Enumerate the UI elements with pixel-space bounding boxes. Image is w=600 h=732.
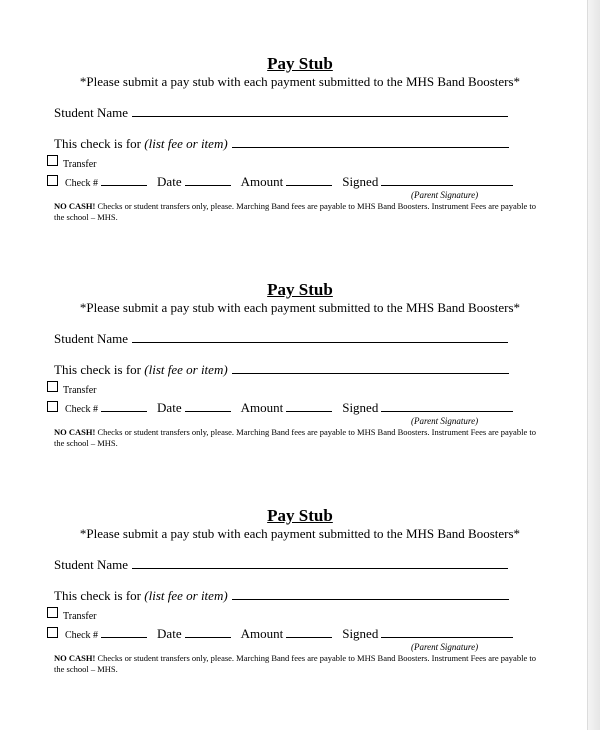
date-field[interactable] — [185, 173, 231, 186]
amount-field[interactable] — [286, 399, 332, 412]
stub-title: Pay Stub — [267, 54, 333, 73]
date-label: Date — [157, 626, 182, 641]
check-purpose-field[interactable] — [232, 587, 509, 600]
student-name-row — [54, 330, 508, 347]
signed-label: Signed — [342, 400, 379, 415]
no-cash-label: NO CASH! — [54, 201, 96, 211]
check-purpose-hint: (list fee or item) — [144, 362, 228, 377]
stub-note: *Please submit a pay stub with each payment submitted to the MHS Band Boosters* — [79, 300, 521, 315]
signature-field[interactable] — [381, 625, 513, 638]
stub-note: *Please submit a pay stub with each payment submitted to the MHS Band Boosters* — [79, 526, 521, 541]
fine-print-text: Checks or student transfers only, please. Marching Band fees are payable to MHS Band Boosters. Instrument Fees are payable to the school – MHS. — [54, 653, 536, 674]
check-number-label: Check # — [65, 630, 99, 641]
fine-print — [54, 653, 544, 675]
check-purpose-row — [54, 135, 509, 152]
fine-print-text: Checks or student transfers only, please. Marching Band fees are payable to MHS Band Boosters. Instrument Fees are payable to the school – MHS. — [54, 427, 536, 448]
fine-print — [54, 427, 544, 449]
date-field[interactable] — [185, 625, 231, 638]
check-purpose-label: This check is for — [54, 362, 142, 377]
transfer-checkbox[interactable] — [47, 381, 58, 392]
transfer-label: Transfer — [63, 159, 97, 170]
amount-field[interactable] — [286, 625, 332, 638]
check-purpose-label: This check is for — [54, 588, 142, 603]
check-number-label: Check # — [65, 178, 99, 189]
check-purpose-field[interactable] — [232, 361, 509, 374]
signed-label: Signed — [342, 174, 379, 189]
stub-title: Pay Stub — [267, 280, 333, 299]
stub-note: *Please submit a pay stub with each payment submitted to the MHS Band Boosters* — [79, 74, 521, 89]
student-name-label: Student Name — [54, 331, 129, 346]
pay-stub-2 — [0, 280, 600, 506]
pay-stub-1 — [0, 54, 600, 280]
check-checkbox[interactable] — [47, 401, 58, 412]
student-name-field[interactable] — [132, 104, 508, 117]
student-name-field[interactable] — [132, 556, 508, 569]
amount-label: Amount — [240, 400, 284, 415]
fine-print — [54, 201, 544, 223]
check-purpose-hint: (list fee or item) — [144, 136, 228, 151]
signature-field[interactable] — [381, 173, 513, 186]
student-name-label: Student Name — [54, 105, 129, 120]
check-number-field[interactable] — [101, 625, 147, 638]
check-number-label: Check # — [65, 404, 99, 415]
date-label: Date — [157, 174, 182, 189]
date-field[interactable] — [185, 399, 231, 412]
check-number-field[interactable] — [101, 399, 147, 412]
no-cash-label: NO CASH! — [54, 427, 96, 437]
student-name-row — [54, 556, 508, 573]
check-purpose-row — [54, 361, 509, 378]
pay-stub-3 — [0, 506, 600, 732]
transfer-checkbox[interactable] — [47, 155, 58, 166]
amount-label: Amount — [240, 626, 284, 641]
check-checkbox[interactable] — [47, 175, 58, 186]
check-purpose-label: This check is for — [54, 136, 142, 151]
amount-field[interactable] — [286, 173, 332, 186]
check-purpose-hint: (list fee or item) — [144, 588, 228, 603]
amount-label: Amount — [240, 174, 284, 189]
check-purpose-field[interactable] — [232, 135, 509, 148]
date-label: Date — [157, 400, 182, 415]
transfer-label: Transfer — [63, 385, 97, 396]
check-checkbox[interactable] — [47, 627, 58, 638]
signature-hint: (Parent Signature) — [411, 642, 479, 652]
student-name-row — [54, 104, 508, 121]
signed-label: Signed — [342, 626, 379, 641]
transfer-label: Transfer — [63, 611, 97, 622]
fine-print-text: Checks or student transfers only, please. Marching Band fees are payable to MHS Band Boosters. Instrument Fees are payable to the school – MHS. — [54, 201, 536, 222]
signature-hint: (Parent Signature) — [411, 190, 479, 200]
no-cash-label: NO CASH! — [54, 653, 96, 663]
signature-field[interactable] — [381, 399, 513, 412]
check-purpose-row — [54, 587, 509, 604]
student-name-field[interactable] — [132, 330, 508, 343]
transfer-checkbox[interactable] — [47, 607, 58, 618]
signature-hint: (Parent Signature) — [411, 416, 479, 426]
student-name-label: Student Name — [54, 557, 129, 572]
check-number-field[interactable] — [101, 173, 147, 186]
stub-title: Pay Stub — [267, 506, 333, 525]
